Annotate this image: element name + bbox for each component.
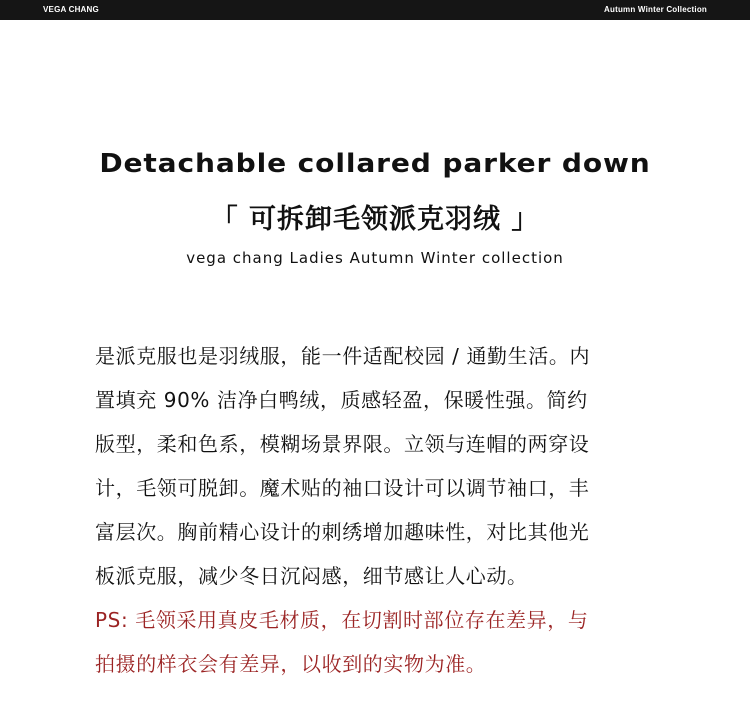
product-description — [95, 343, 660, 695]
description-line: 是派克服也是羽绒服，能一件适配校园 / 通勤生活。内 — [95, 344, 591, 368]
description-line: 计，毛领可脱卸。魔术贴的袖口设计可以调节袖口，丰 — [95, 476, 590, 500]
description-line: 富层次。胸前精心设计的刺绣增加趣味性，对比其他光 — [95, 520, 590, 544]
note-line: 拍摄的样衣会有差异，以收到的实物为准。 — [95, 652, 487, 676]
top-bar — [0, 0, 750, 20]
brand-name: VEGA CHANG — [43, 5, 99, 14]
description-line: 置填充 90% 洁净白鸭绒，质感轻盈，保暖性强。简约 — [95, 388, 588, 412]
description-line: 板派克服，减少冬日沉闷感，细节感让人心动。 — [95, 564, 528, 588]
page-title: Detachable collared parker down — [99, 149, 651, 179]
note-line: PS: 毛领采用真皮毛材质，在切割时部位存在差异，与 — [95, 608, 589, 632]
collection-subtitle: vega chang Ladies Autumn Winter collection — [186, 249, 564, 267]
collection-label: Autumn Winter Collection — [604, 5, 707, 14]
description-line: 版型，柔和色系，模糊场景界限。立领与连帽的两穿设 — [95, 432, 590, 456]
chinese-title: 「 可拆卸毛领派克羽绒 」 — [210, 204, 540, 235]
